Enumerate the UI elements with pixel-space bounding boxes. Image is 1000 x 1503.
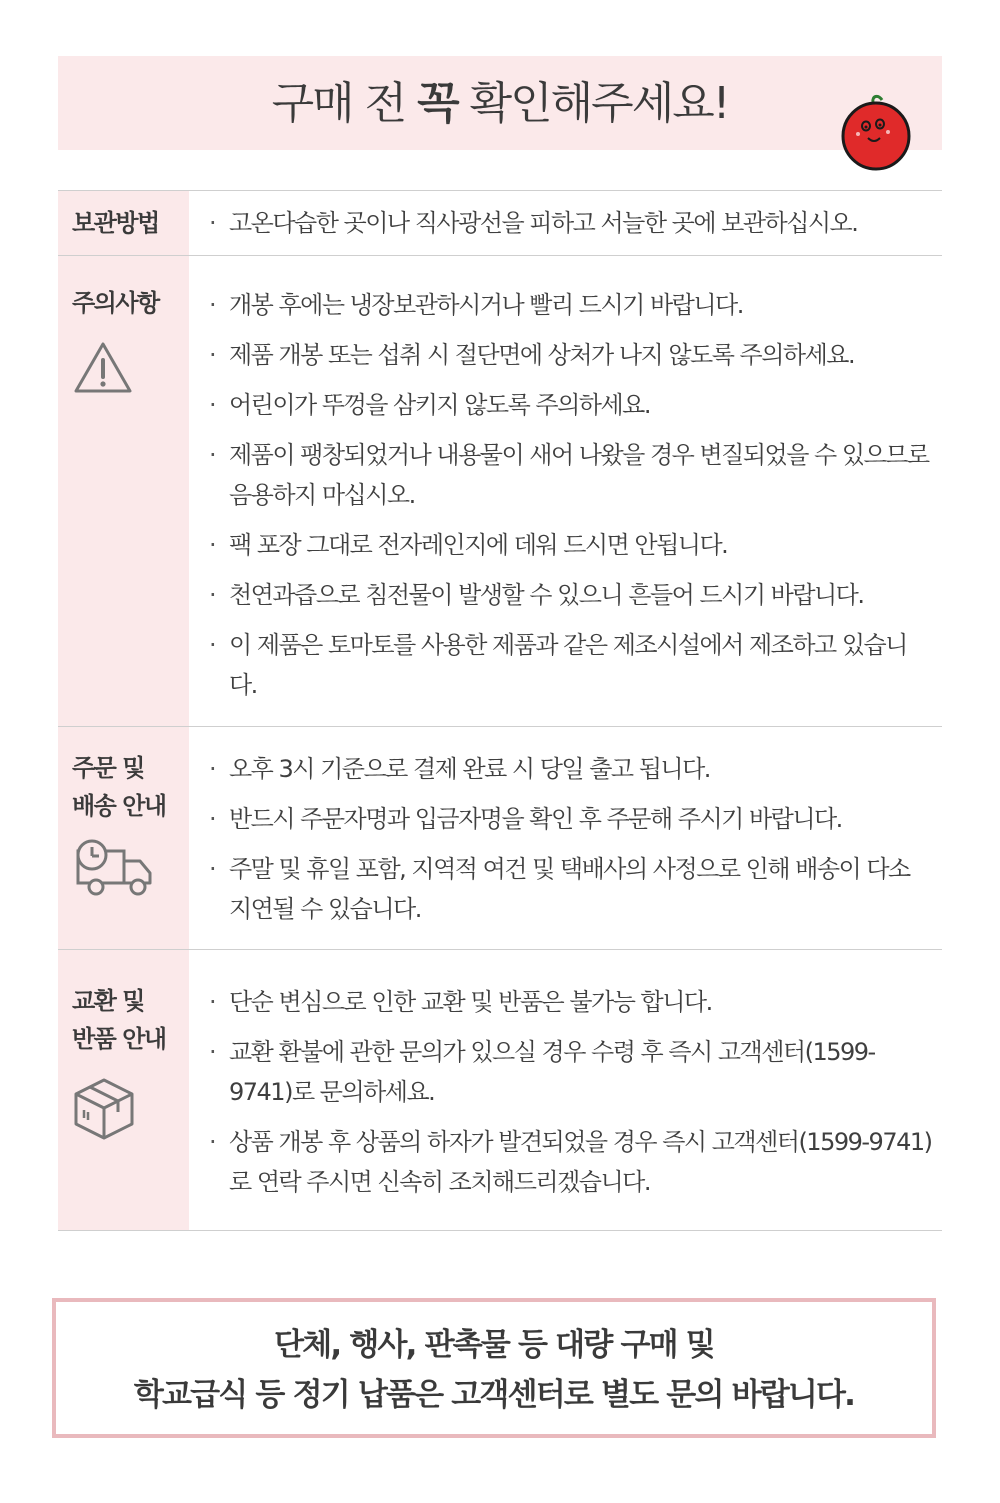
list-item: · 팩 포장 그대로 전자레인지에 데워 드시면 안됩니다. xyxy=(209,525,932,565)
item-list xyxy=(209,982,932,1202)
section-content xyxy=(189,191,942,256)
section-label: 주문 및 배송 안내 xyxy=(72,754,166,820)
list-item: · 제품 개봉 또는 섭취 시 절단면에 상처가 나지 않도록 주의하세요. xyxy=(209,335,932,375)
item-list xyxy=(209,203,932,243)
list-item: · 개봉 후에는 냉장보관하시거나 빨리 드시기 바랍니다. xyxy=(209,285,932,325)
delivery-truck-icon xyxy=(72,839,154,899)
notice-line-1: 단체, 행사, 판촉물 등 대량 구매 및 xyxy=(274,1327,714,1363)
section-content xyxy=(189,256,942,727)
section-label-cell xyxy=(58,191,189,256)
section-storage xyxy=(58,191,942,256)
section-cautions xyxy=(58,256,942,727)
section-order-delivery xyxy=(58,727,942,950)
section-label: 교환 및 반품 안내 xyxy=(72,987,166,1053)
section-label-cell xyxy=(58,256,189,727)
list-item: · 반드시 주문자명과 입금자명을 확인 후 주문해 주시기 바랍니다. xyxy=(209,799,932,839)
product-info-table xyxy=(58,190,942,1231)
banner-title-prefix: 구매 전 xyxy=(271,78,406,129)
section-label-cell xyxy=(58,727,189,950)
list-item: · 교환 환불에 관한 문의가 있으실 경우 수령 후 즉시 고객센터(1599-9741)로 문의하세요. xyxy=(209,1032,932,1112)
banner-title xyxy=(58,78,942,130)
section-label: 보관방법 xyxy=(72,209,159,237)
notice-line-2: 학교급식 등 정기 납품은 고객센터로 별도 문의 바랍니다. xyxy=(133,1377,855,1413)
list-item: · 어린이가 뚜껑을 삼키지 않도록 주의하세요. xyxy=(209,385,932,425)
item-list xyxy=(209,285,932,705)
banner-title-suffix: 확인해주세요! xyxy=(469,78,729,129)
list-item: · 주말 및 휴일 포함, 지역적 여건 및 택배사의 사정으로 인해 배송이 다소 지연될 수 있습니다. xyxy=(209,849,932,929)
list-item: · 천연과즙으로 침전물이 발생할 수 있으니 흔들어 드시기 바랍니다. xyxy=(209,575,932,615)
list-item: · 오후 3시 기준으로 결제 완료 시 당일 출고 됩니다. xyxy=(209,749,932,789)
list-item: · 고온다습한 곳이나 직사광선을 피하고 서늘한 곳에 보관하십시오. xyxy=(209,203,932,243)
warning-icon xyxy=(72,340,134,396)
list-item: · 이 제품은 토마토를 사용한 제품과 같은 제조시설에서 제조하고 있습니다. xyxy=(209,625,932,705)
bulk-order-notice xyxy=(52,1298,936,1438)
item-list xyxy=(209,749,932,929)
tomato-mascot-icon xyxy=(838,92,914,174)
section-content xyxy=(189,950,942,1231)
section-label-cell xyxy=(58,950,189,1231)
section-exchange-return xyxy=(58,950,942,1231)
list-item: · 단순 변심으로 인한 교환 및 반품은 불가능 합니다. xyxy=(209,982,932,1022)
list-item: · 제품이 팽창되었거나 내용물이 새어 나왔을 경우 변질되었을 수 있으므로 음용하지 마십시오. xyxy=(209,435,932,515)
section-content xyxy=(189,727,942,950)
list-item: · 상품 개봉 후 상품의 하자가 발견되었을 경우 즉시 고객센터(1599-9741)로 연락 주시면 신속히 조치해드리겠습니다. xyxy=(209,1122,932,1202)
box-icon xyxy=(72,1076,136,1142)
section-label: 주의사항 xyxy=(72,289,159,317)
banner-title-emphasis: 꼭 xyxy=(417,78,458,129)
header-banner xyxy=(58,56,942,150)
